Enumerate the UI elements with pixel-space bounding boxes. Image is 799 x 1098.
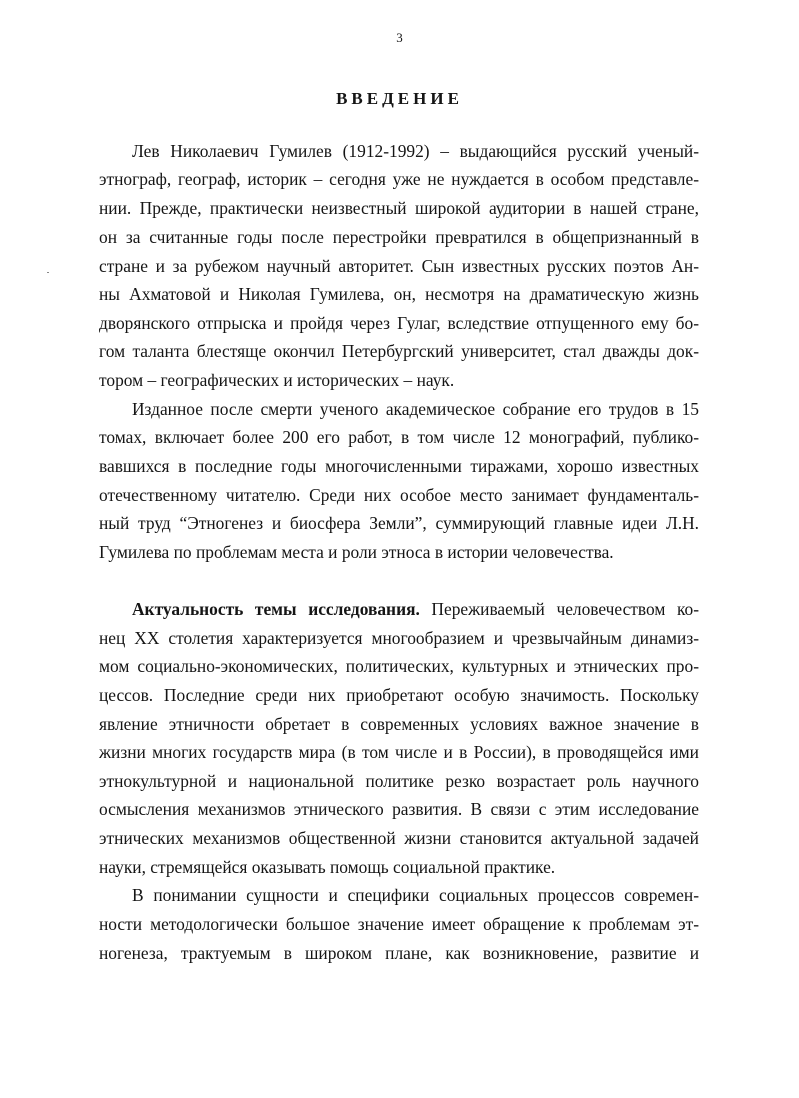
text-line: этнокультурной и национальной политике резко возрастает роль научного	[99, 771, 699, 791]
text-line: осмысления механизмов этнического развития. В связи с этим исследование	[99, 799, 699, 819]
text-line: науки, стремящейся оказывать помощь социальной практике.	[99, 857, 556, 877]
text-line: ны Ахматовой и Николая Гумилева, он, несмотря на драматическую жизнь	[99, 284, 699, 304]
text-line: цессов. Последние среди них приобретают особую значимость. Поскольку	[99, 685, 699, 705]
text-line: Гумилева по проблемам места и роли этноса в истории человечества.	[99, 542, 614, 562]
text-line: этнических механизмов общественной жизни становится актуальной задачей	[99, 828, 699, 848]
text-line: дворянского отпрыска и пройдя через Гулаг, вследствие отпущенного ему бо-	[99, 313, 699, 333]
text-line: В понимании сущности и специфики социальных процессов современ-	[132, 885, 699, 905]
text-span: Переживаемый человечеством ко-	[419, 599, 700, 619]
text-line: ногенеза, трактуемым в широком плане, как возникновение, развитие и	[99, 943, 699, 963]
text-line: Лев Николаевич Гумилев (1912-1992) – выдающийся русский ученый-	[132, 141, 699, 161]
text-line: нии. Прежде, практически неизвестный широкой аудитории в нашей стране,	[99, 198, 699, 218]
text-line: вавшихся в последние годы многочисленными тиражами, хорошо известных	[99, 456, 699, 476]
text-line: явление этничности обретает в современных условиях важное значение в	[99, 714, 699, 734]
text-line: жизни многих государств мира (в том числе и в России), в проводящейся ими	[99, 742, 699, 762]
section-heading-inline: Актуальность темы исследования.	[132, 599, 420, 619]
text-line: нец XX столетия характеризуется многообразием и чрезвычайным динамиз-	[99, 628, 699, 648]
text-line: гом таланта блестяще окончил Петербургский университет, стал дважды док-	[99, 341, 699, 361]
section-title: ВВЕДЕНИЕ	[336, 89, 463, 108]
text-line: тором – географических и исторических – наук.	[99, 370, 455, 390]
scan-margin-mark	[47, 272, 49, 273]
text-line: отечественному читателю. Среди них особое место занимает фундаменталь-	[99, 485, 699, 505]
text-line: Изданное после смерти ученого академическое собрание его трудов в 15	[132, 399, 699, 419]
text-line: этнограф, географ, историк – сегодня уже не нуждается в особом представле-	[99, 169, 699, 189]
text-line: стране и за рубежом научный авторитет. Сын известных русских поэтов Ан-	[99, 256, 699, 276]
text-line: томах, включает более 200 его работ, в том числе 12 монографий, публико-	[99, 427, 699, 447]
page-number: 3	[396, 30, 403, 45]
text-line: он за считанные годы после перестройки превратился в общепризнанный в	[99, 227, 699, 247]
text-line	[132, 598, 699, 620]
text-line: мом социально-экономических, политических, культурных и этнических про-	[99, 656, 699, 676]
text-line: ности методологически большое значение имеет обращение к проблемам эт-	[99, 914, 699, 934]
text-line: ный труд “Этногенез и биосфера Земли”, суммирующий главные идеи Л.Н.	[99, 513, 699, 533]
